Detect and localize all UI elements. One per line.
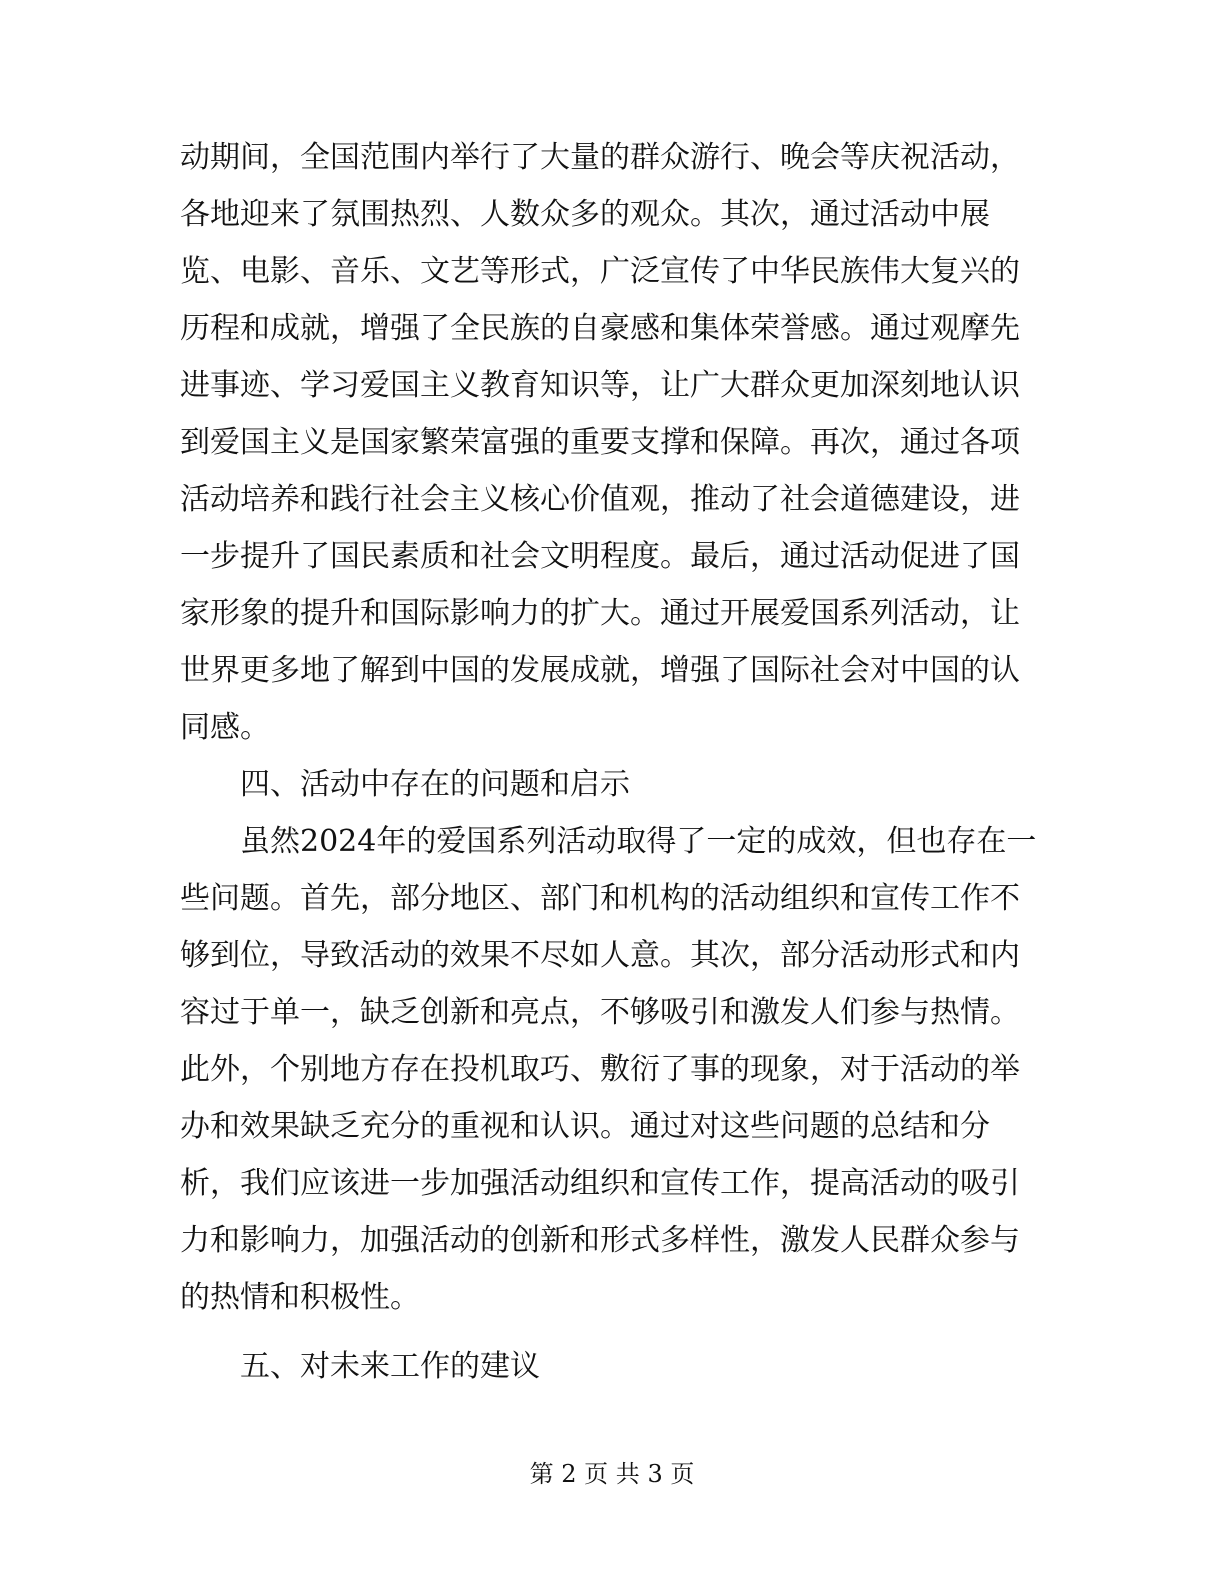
paragraph-line: 容过于单一，缺乏创新和亮点，不够吸引和激发人们参与热情。	[180, 995, 1020, 1030]
paragraph-line: 各地迎来了氛围热烈、人数众多的观众。其次，通过活动中展	[180, 197, 990, 232]
paragraph-line: 同感。	[180, 710, 270, 745]
paragraph-line: 动期间，全国范围内举行了大量的群众游行、晚会等庆祝活动，	[180, 140, 1020, 175]
paragraph-line: 历程和成就，增强了全民族的自豪感和集体荣誉感。通过观摩先	[180, 311, 1020, 346]
page-number-footer: 第 2 页 共 3 页	[529, 1460, 695, 1488]
paragraph-line: 虽然2024年的爱国系列活动取得了一定的成效，但也存在一	[240, 824, 1037, 859]
paragraph-line: 析，我们应该进一步加强活动组织和宣传工作，提高活动的吸引	[180, 1166, 1020, 1201]
section-heading: 四、活动中存在的问题和启示	[240, 767, 630, 802]
paragraph-line: 览、电影、音乐、文艺等形式，广泛宣传了中华民族伟大复兴的	[180, 254, 1020, 289]
paragraph-line: 此外，个别地方存在投机取巧、敷衍了事的现象，对于活动的举	[180, 1052, 1020, 1087]
paragraph-line: 到爱国主义是国家繁荣富强的重要支撑和保障。再次，通过各项	[180, 425, 1020, 460]
paragraph-line: 力和影响力，加强活动的创新和形式多样性，激发人民群众参与	[180, 1223, 1020, 1258]
paragraph-line: 活动培养和践行社会主义核心价值观，推动了社会道德建设，进	[180, 482, 1020, 517]
paragraph-line: 够到位，导致活动的效果不尽如人意。其次，部分活动形式和内	[180, 938, 1020, 973]
section-heading: 五、对未来工作的建议	[240, 1349, 540, 1384]
paragraph-line: 一步提升了国民素质和社会文明程度。最后，通过活动促进了国	[180, 539, 1020, 574]
paragraph-line: 的热情和积极性。	[180, 1280, 420, 1315]
paragraph-line: 家形象的提升和国际影响力的扩大。通过开展爱国系列活动，让	[180, 596, 1020, 631]
paragraph-line: 些问题。首先，部分地区、部门和机构的活动组织和宣传工作不	[180, 881, 1020, 916]
paragraph-line: 世界更多地了解到中国的发展成就，增强了国际社会对中国的认	[180, 653, 1020, 688]
paragraph-line: 进事迹、学习爱国主义教育知识等，让广大群众更加深刻地认识	[180, 368, 1020, 403]
paragraph-line: 办和效果缺乏充分的重视和认识。通过对这些问题的总结和分	[180, 1109, 990, 1144]
